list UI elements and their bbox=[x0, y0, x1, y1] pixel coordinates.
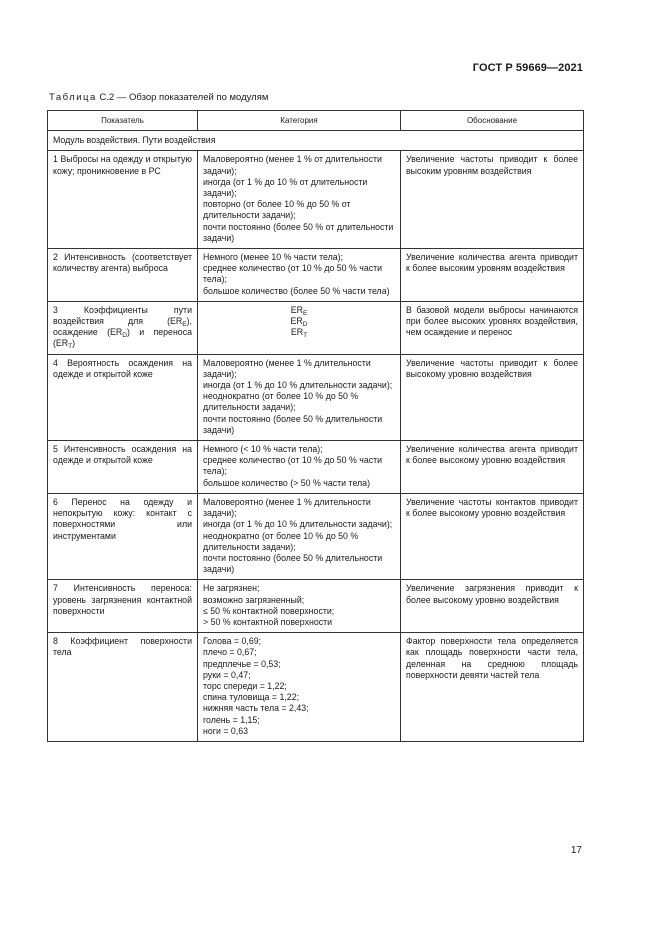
category-cell bbox=[198, 441, 401, 494]
subscript: E bbox=[182, 321, 187, 329]
category-line: возможно загрязненный; bbox=[203, 594, 305, 605]
category-cell bbox=[198, 354, 401, 440]
indicator-text: ), осаждение (ER bbox=[53, 316, 192, 338]
indicator-cell: 7 Интенсивность переноса: уровень загрязнения контактной поверхности bbox=[48, 580, 198, 633]
code-subscript: D bbox=[302, 321, 308, 329]
header-rationale: Обоснование bbox=[401, 111, 584, 131]
table-row bbox=[48, 633, 584, 742]
category-line: иногда (от 1 % до 10 % длительности задачи); bbox=[203, 380, 393, 391]
category-line: нижняя часть тела = 2,43; bbox=[203, 703, 309, 714]
category-line: неоднократно (от более 10 % до 50 % длительности задачи); bbox=[203, 530, 359, 552]
category-cell bbox=[198, 633, 401, 742]
table-row bbox=[48, 441, 584, 494]
code-subscript: T bbox=[303, 332, 308, 340]
category-line: > 50 % контактной поверхности bbox=[203, 616, 333, 627]
category-line: большое количество (> 50 % части тела) bbox=[203, 477, 370, 488]
rationale-cell: В базовой модели выбросы начинаются при более высоких уровнях воздействия, чем осаждение и перенос bbox=[401, 301, 584, 354]
indicator-cell: 1 Выбросы на одежду и открытую кожу; проникновение в РС bbox=[48, 151, 198, 249]
indicator-text: ) bbox=[72, 338, 76, 349]
category-line: Немного (< 10 % части тела); bbox=[203, 444, 323, 455]
rationale-cell: Увеличение количества агента приводит к более высоким уровням воздействия bbox=[401, 249, 584, 302]
header-category: Категория bbox=[198, 111, 401, 131]
caption-number: С.2 bbox=[99, 92, 115, 103]
indicator-cell: 4 Вероятность осаждения на одежде и открытой коже bbox=[48, 354, 198, 440]
category-line: плечо = 0,67; bbox=[203, 647, 257, 658]
category-code bbox=[203, 305, 395, 316]
table-row bbox=[48, 580, 584, 633]
category-line: ≤ 50 % контактной поверхности; bbox=[203, 605, 335, 616]
category-line: торс спереди = 1,22; bbox=[203, 680, 287, 691]
category-cell bbox=[198, 249, 401, 302]
code-subscript: E bbox=[302, 309, 308, 317]
rationale-cell: Увеличение частоты приводит к более высоким уровням воздействия bbox=[401, 151, 584, 249]
indicator-cell: 2 Интенсивность (соответствует количеству агента) выброса bbox=[48, 249, 198, 302]
category-line: неоднократно (от более 10 % до 50 % длительности задачи); bbox=[203, 391, 359, 413]
section-row bbox=[48, 131, 584, 151]
standard-code: ГОСТ Р 59669—2021 bbox=[472, 62, 583, 74]
category-line: Голова = 0,69; bbox=[203, 636, 262, 647]
category-cell bbox=[198, 493, 401, 579]
table-row bbox=[48, 354, 584, 440]
rationale-cell: Увеличение частоты контактов приводит к более высокому уровню воздействия bbox=[401, 493, 584, 579]
indicator-cell: 5 Интенсивность осаждения на одежде и открытой коже bbox=[48, 441, 198, 494]
category-line: иногда (от 1 % до 10 % от длительности задачи); bbox=[203, 176, 368, 199]
category-line: Маловероятно (менее 1 % от длительности задачи); bbox=[203, 154, 382, 176]
indicators-table bbox=[47, 110, 584, 742]
category-cell bbox=[198, 151, 401, 249]
category-line: голень = 1,15; bbox=[203, 714, 260, 725]
category-line: Маловероятно (менее 1 % длительности задачи); bbox=[203, 357, 371, 379]
table-row bbox=[48, 493, 584, 579]
category-line: предплечье = 0,53; bbox=[203, 658, 281, 669]
table-caption bbox=[49, 92, 268, 103]
category-code bbox=[203, 327, 395, 338]
category-line: почти постоянно (более 50 % длительности задачи) bbox=[203, 552, 383, 575]
subscript: D bbox=[122, 332, 127, 340]
indicator-text: ) и переноса (ER bbox=[53, 327, 192, 349]
category-line: иногда (от 1 % до 10 % длительности задачи); bbox=[203, 519, 393, 530]
category-cell bbox=[198, 580, 401, 633]
subscript: T bbox=[68, 343, 73, 351]
table-row bbox=[48, 301, 584, 354]
category-line: Немного (менее 10 % части тела); bbox=[203, 252, 344, 263]
category-line: среднее количество (от 10 % до 50 % части тела); bbox=[203, 263, 383, 285]
header-indicator: Показатель bbox=[48, 111, 198, 131]
category-cell bbox=[198, 301, 401, 354]
rationale-cell: Увеличение количества агента приводит к более высокому уровню воздействия bbox=[401, 441, 584, 494]
section-title: Модуль воздействия. Пути воздействия bbox=[48, 131, 584, 151]
category-line: спина туловища = 1,22; bbox=[203, 692, 300, 703]
category-line: руки = 0,47; bbox=[203, 669, 251, 680]
rationale-cell: Увеличение загрязнения приводит к более высокому уровню воздействия bbox=[401, 580, 584, 633]
category-code bbox=[203, 316, 395, 327]
category-line: большое количество (более 50 % части тела) bbox=[203, 285, 390, 296]
table-row bbox=[48, 249, 584, 302]
code-base: ER bbox=[290, 327, 304, 338]
category-line: почти постоянно (более 50 % от длительности задачи) bbox=[203, 221, 394, 243]
category-line: ноги = 0,63 bbox=[203, 725, 249, 736]
category-line: почти постоянно (более 50 % длительности задачи) bbox=[203, 413, 383, 435]
category-line: Не загрязнен; bbox=[203, 583, 260, 594]
indicator-cell: 8 Коэффициент поверхности тела bbox=[48, 633, 198, 742]
caption-text: — Обзор показателей по модулям bbox=[116, 92, 269, 103]
rationale-cell: Увеличение частоты приводит к более высокому уровню воздействия bbox=[401, 354, 584, 440]
category-line: среднее количество (от 10 % до 50 % части тела); bbox=[203, 455, 383, 477]
rationale-cell: Фактор поверхности тела определяется как площадь поверхности части тела, деленная на среднюю площадь поверхности девяти частей тела bbox=[401, 633, 584, 742]
table-header-row bbox=[48, 111, 584, 131]
indicator-text: 3 Коэффициенты пути воздействия для (ER bbox=[53, 304, 192, 327]
code-base: ER bbox=[290, 304, 303, 315]
code-base: ER bbox=[290, 316, 303, 327]
table-row bbox=[48, 151, 584, 249]
page-number: 17 bbox=[570, 845, 582, 856]
indicator-cell bbox=[48, 301, 198, 354]
indicator-cell: 6 Перенос на одежду и непокрытую кожу: контакт с поверхностями или инструментами bbox=[48, 493, 198, 579]
category-line: Маловероятно (менее 1 % длительности задачи); bbox=[203, 496, 371, 519]
category-line: повторно (от более 10 % до 50 % от длительности задачи); bbox=[203, 199, 351, 221]
caption-label: Таблица bbox=[49, 92, 97, 103]
